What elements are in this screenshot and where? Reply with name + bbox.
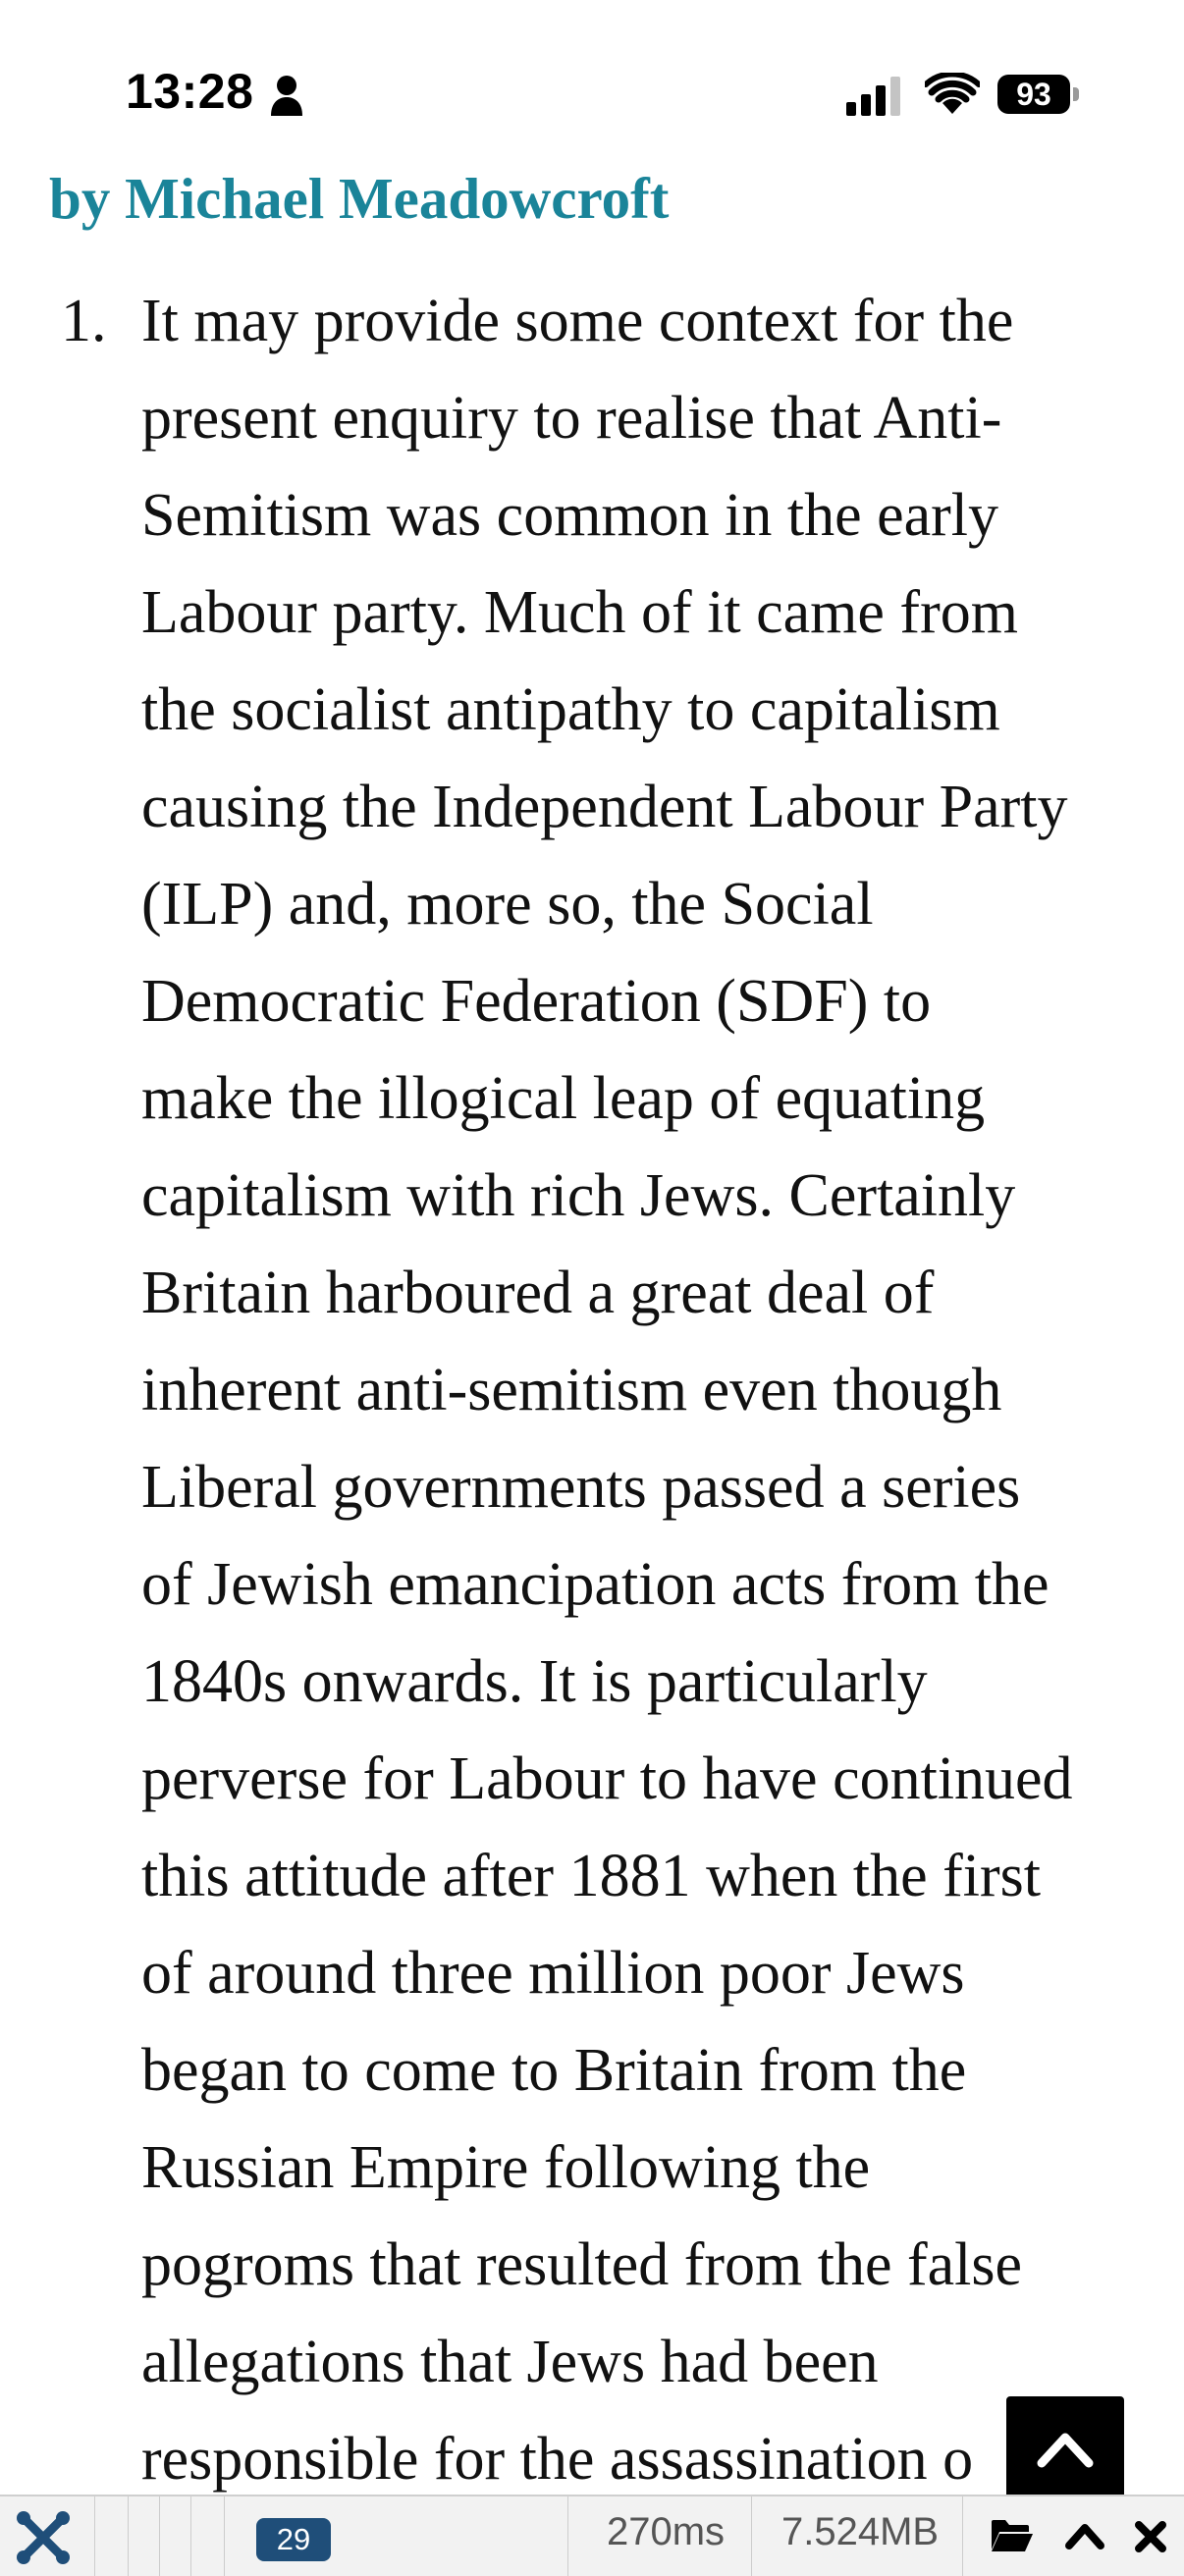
paragraph-line: the socialist antipathy to capitalism <box>141 676 1000 743</box>
paragraph-line: began to come to Britain from the <box>141 2037 967 2104</box>
joomla-logo-icon[interactable] <box>14 2508 73 2567</box>
paragraph-line: inherent anti-semitism even though <box>141 1357 1002 1423</box>
paragraph-line: causing the Independent Labour Party <box>141 774 1068 840</box>
toolbar-divider <box>224 2496 225 2576</box>
paragraph-line: Britain harboured a great deal of <box>141 1260 935 1326</box>
paragraph-line: of around three million poor Jews <box>141 1940 965 2007</box>
paragraph-line: pogroms that resulted from the false <box>141 2231 1023 2298</box>
list-number: 1. <box>61 288 107 354</box>
paragraph-line: make the illogical leap of equating <box>141 1065 986 1132</box>
toolbar-divider <box>159 2496 160 2576</box>
battery-indicator <box>997 75 1080 116</box>
paragraph-line: 1840s onwards. It is particularly <box>141 1648 928 1715</box>
paragraph-line: Semitism was common in the early <box>141 482 999 549</box>
status-bar <box>0 0 1184 147</box>
back-to-top-button[interactable] <box>1006 2396 1124 2498</box>
memory-usage[interactable]: 7.524MB <box>781 2510 940 2553</box>
signal-icon <box>846 77 903 116</box>
paragraph-line: allegations that Jews had been <box>141 2329 879 2395</box>
paragraph-line: (ILP) and, more so, the Social <box>141 871 874 938</box>
wifi-icon <box>925 73 980 114</box>
chevron-up-icon <box>1036 2422 1095 2471</box>
query-count-badge[interactable]: 29 <box>256 2518 331 2561</box>
paragraph-line: capitalism with rich Jews. Certainly <box>141 1162 1016 1229</box>
debug-toolbar <box>0 2495 1184 2576</box>
battery-cap <box>1073 87 1079 101</box>
toolbar-divider <box>128 2496 129 2576</box>
toolbar-divider <box>962 2496 963 2576</box>
battery-level: 93 <box>1016 77 1051 112</box>
toolbar-divider <box>94 2496 95 2576</box>
article-paragraph <box>141 273 1143 2508</box>
article-byline: by Michael Meadowcroft <box>49 166 670 231</box>
paragraph-line: It may provide some context for the <box>141 288 1014 354</box>
chevron-up-icon[interactable] <box>1063 2518 1106 2553</box>
paragraph-line: Labour party. Much of it came from <box>141 579 1018 646</box>
paragraph-line: responsible for the assassination o <box>141 2426 974 2493</box>
toolbar-divider <box>567 2496 568 2576</box>
paragraph-line: present enquiry to realise that Anti- <box>141 385 1002 452</box>
paragraph-line: perverse for Labour to have continued <box>141 1745 1073 1812</box>
paragraph-line: of Jewish emancipation acts from the <box>141 1551 1049 1618</box>
paragraph-line: Liberal governments passed a series <box>141 1454 1021 1521</box>
toolbar-divider <box>190 2496 191 2576</box>
person-icon <box>269 75 304 116</box>
status-time: 13:28 <box>126 64 254 119</box>
paragraph-line: this attitude after 1881 when the first <box>141 1843 1041 1909</box>
toolbar-divider <box>751 2496 752 2576</box>
paragraph-line: Democratic Federation (SDF) to <box>141 968 932 1035</box>
request-time[interactable]: 270ms <box>607 2510 726 2553</box>
folder-icon[interactable] <box>990 2518 1033 2553</box>
close-icon[interactable] <box>1134 2520 1167 2553</box>
paragraph-line: Russian Empire following the <box>141 2134 871 2201</box>
